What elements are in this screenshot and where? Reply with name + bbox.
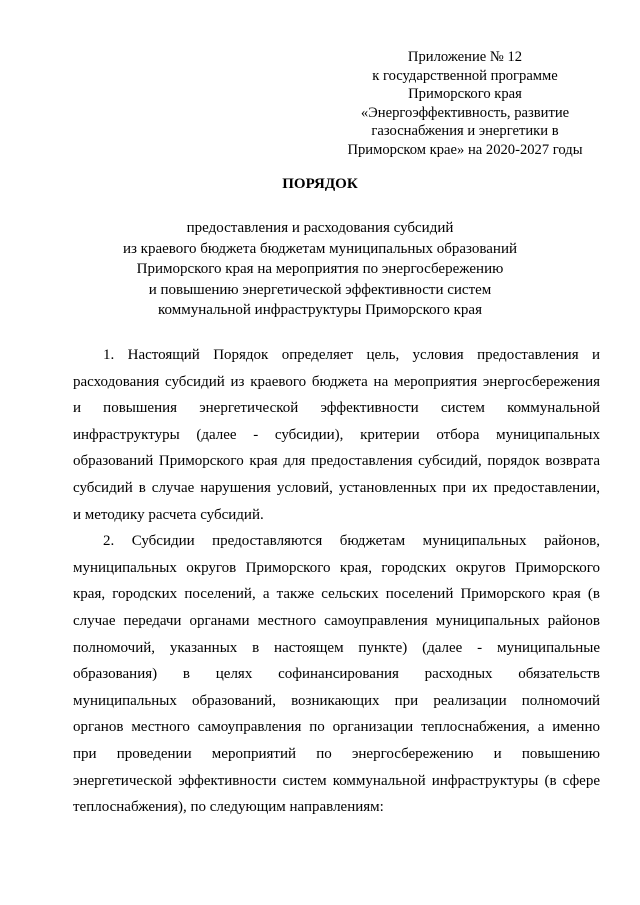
document-title: ПОРЯДОК [282, 176, 358, 192]
paragraph-1 [73, 342, 600, 528]
paragraph-line: и методику расчета субсидий. [73, 506, 264, 523]
paragraph-line: муниципальных образований, возникающих при реализации полномочий [73, 692, 600, 709]
paragraph-line: образований Приморского края для предоставления субсидий, порядок возврата [73, 453, 600, 470]
document-subtitle [0, 218, 640, 321]
appendix-line: к государственной программе [372, 67, 558, 84]
subtitle-line: предоставления и расходования субсидий [186, 220, 454, 236]
paragraph-line: 1. Настоящий Порядок определяет цель, условия предоставления и [103, 347, 600, 363]
paragraph-line: органов местного самоуправления по организации теплоснабжения, а именно [73, 719, 600, 736]
paragraph-line: 2. Субсидии предоставляются бюджетам муниципальных районов, [103, 533, 600, 550]
document-body [73, 342, 600, 821]
paragraph-line: теплоснабжения), по следующим направлениям: [73, 799, 384, 816]
paragraph-line: инфраструктуры (далее - субсидии), критерии отбора муниципальных [73, 426, 600, 443]
appendix-line: газоснабжения и энергетики в [371, 123, 559, 140]
appendix-line: Приморского края [408, 86, 522, 103]
paragraph-line: образования) в целях софинансирования расходных обязательств [73, 666, 600, 683]
paragraph-line: муниципальных округов Приморского края, городских округов Приморского [73, 559, 600, 576]
subtitle-line: Приморского края на мероприятия по энергосбережению [136, 261, 504, 277]
paragraph-line: энергетической эффективности систем коммунальной инфраструктуры (в сфере [73, 772, 600, 789]
paragraph-line: при проведении мероприятий по энергосбережению и повышению [73, 745, 600, 762]
paragraph-line: полномочий, указанных в настоящем пункте) (далее - муниципальные [73, 639, 600, 656]
subtitle-line: коммунальной инфраструктуры Приморского края [158, 302, 482, 318]
paragraph-line: края, городских поселений, а также сельских поселений Приморского края (в [73, 586, 600, 603]
paragraph-line: расходования субсидий из краевого бюджета на мероприятия энергосбережения [73, 373, 600, 390]
paragraph-line: и повышения энергетической эффективности систем коммунальной [73, 400, 600, 417]
paragraph-line: случае передачи органами местного самоуправления муниципальных районов [73, 612, 600, 629]
appendix-line: Приморском крае» на 2020-2027 годы [347, 141, 583, 158]
paragraph-2 [73, 528, 600, 821]
appendix-line: «Энергоэффективность, развитие [360, 104, 570, 121]
appendix-header [330, 48, 600, 160]
paragraph-line: субсидий в случае нарушения условий, установленных при их предоставлении, [73, 479, 600, 496]
subtitle-line: из краевого бюджета бюджетам муниципальных образований [122, 240, 517, 257]
subtitle-line: и повышению энергетической эффективности систем [148, 281, 492, 298]
appendix-line: Приложение № 12 [407, 49, 523, 65]
